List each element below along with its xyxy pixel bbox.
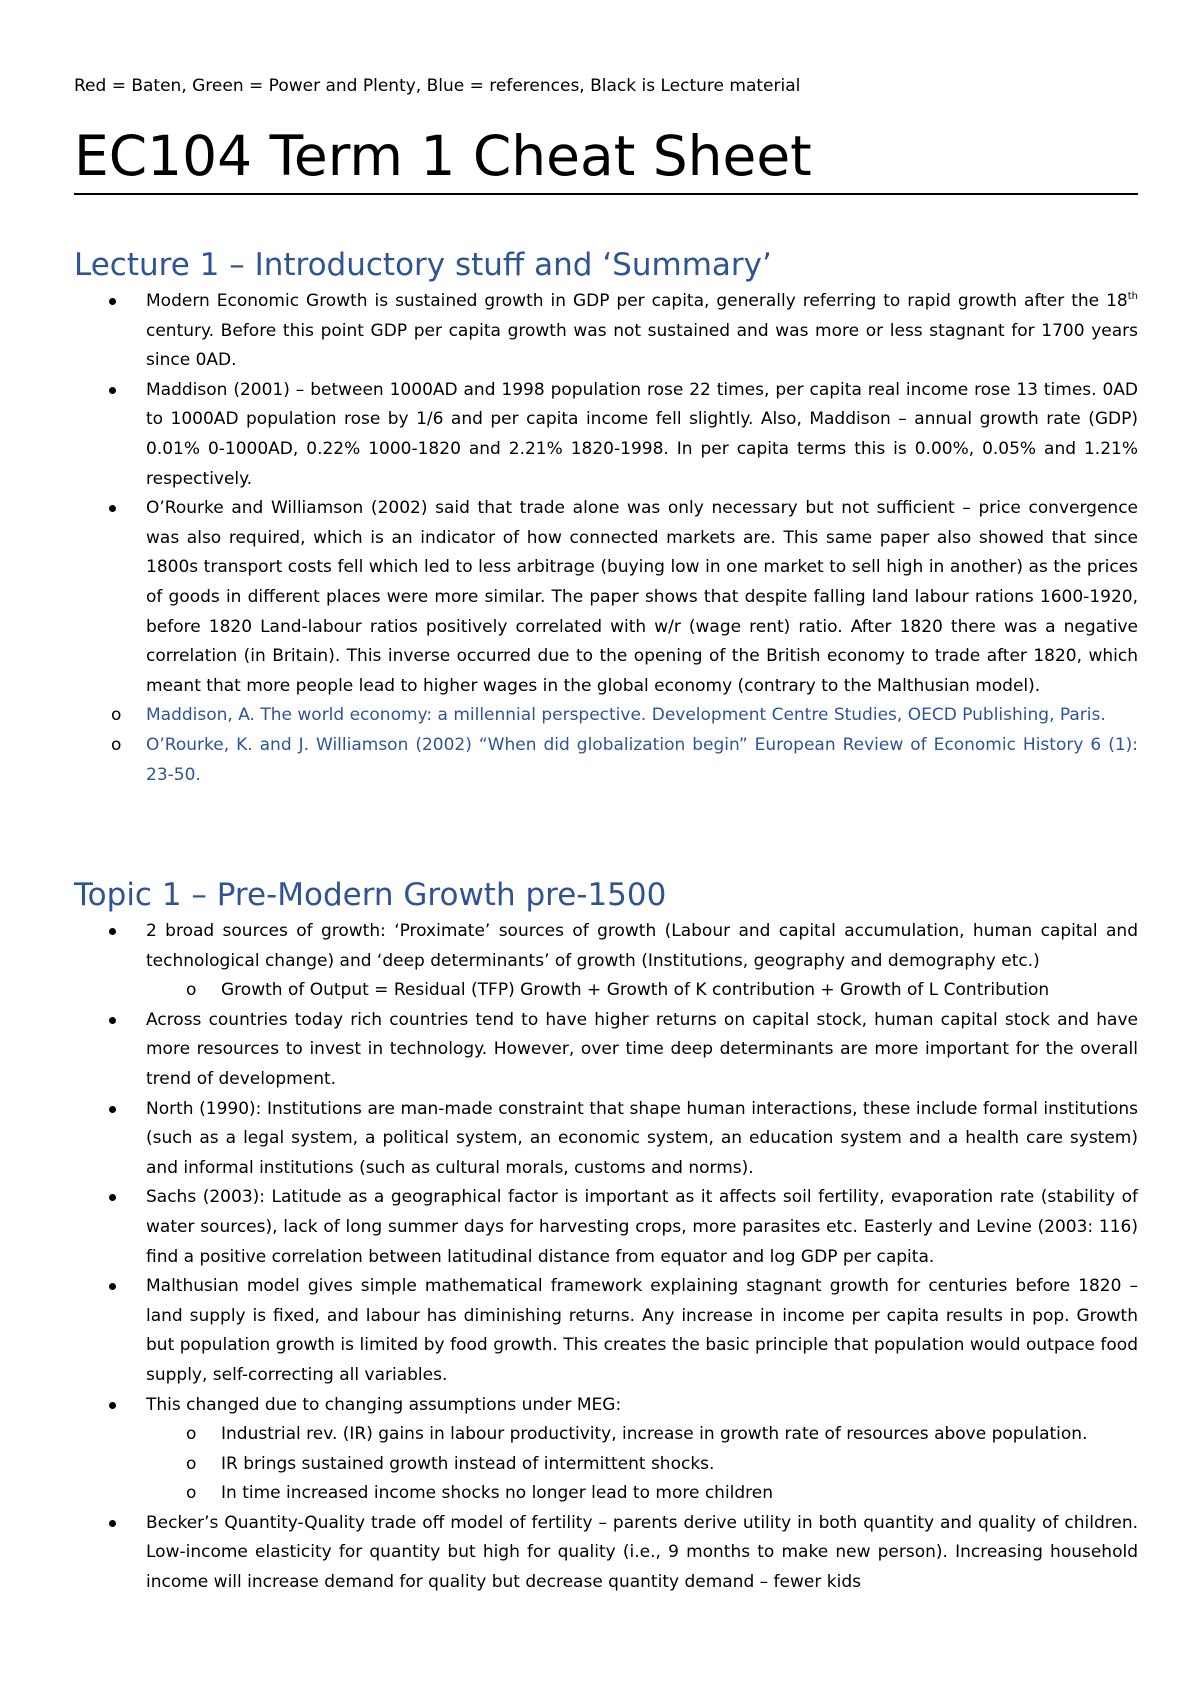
list-item-text: Modern Economic Growth is sustained growth in GDP per capita, generally referring to rapid growth after the 18	[146, 291, 1128, 311]
section-heading: Lecture 1 – Introductory stuff and ‘Summary’	[74, 247, 772, 283]
sub-bullet-list	[74, 976, 1138, 1006]
sub-list-item: o Industrial rev. (IR) gains in labour productivity, increase in growth rate of resources above population.	[74, 1420, 1138, 1450]
page-title: EC104 Term 1 Cheat Sheet	[74, 122, 1138, 195]
list-item-text: This changed due to changing assumptions under MEG:	[146, 1394, 622, 1415]
sub-list-wrapper	[74, 976, 1138, 1006]
reference-item: o O’Rourke, K. and J. Williamson (2002) “When did globalization begin” European Review of Economic History 6 (1): 23-50.	[74, 731, 1138, 790]
list-item	[74, 1391, 1138, 1509]
sub-bullet-list	[74, 1420, 1138, 1509]
section-topic-1	[74, 875, 1138, 1598]
sub-list-wrapper	[74, 1420, 1138, 1509]
list-item-text: 2 broad sources of growth: ‘Proximate’ sources of growth (Labour and capital accumulation, human capital and technological change) and ‘deep determinants’ of growth (Institutions, geography and demography etc.)	[146, 921, 1138, 971]
list-item: Sachs (2003): Latitude as a geographical factor is important as it affects soil fertility, evaporation rate (stability of water sources), lack of long summer days for harvesting crops, more parasites etc. Easterly and Levine (2003: 116) find a positive correlation between latitudinal distance from equator and log GDP per capita.	[74, 1183, 1138, 1272]
list-item: Across countries today rich countries tend to have higher returns on capital stock, human capital stock and have more resources to invest in technology. However, over time deep determinants are more important for the overall trend of development.	[74, 1006, 1138, 1095]
bullet-list	[74, 917, 1138, 1598]
list-item-text: century. Before this point GDP per capita growth was not sustained and was more or less stagnant for 1700 years since 0AD.	[146, 320, 1138, 371]
section-heading: Topic 1 – Pre-Modern Growth pre-1500	[74, 877, 667, 913]
list-item: Becker’s Quantity-Quality trade off model of fertility – parents derive utility in both quantity and quality of children. Low-income elasticity for quantity but high for quality (i.e., 9 months to make new person). Increasing household income will increase demand for quality but decrease quantity demand – fewer kids	[74, 1509, 1138, 1598]
sub-list-item: o Growth of Output = Residual (TFP) Growth + Growth of K contribution + Growth of L Contribution	[74, 976, 1138, 1006]
section-lecture-1	[74, 245, 1138, 790]
color-legend: Red = Baten, Green = Power and Plenty, Blue = references, Black is Lecture material	[74, 76, 801, 96]
list-item	[74, 287, 1138, 376]
list-item: Maddison (2001) – between 1000AD and 1998 population rose 22 times, per capita real income rose 13 times. 0AD to 1000AD population rose by 1/6 and per capita income fell slightly. Also, Maddison – annual growth rate (GDP) 0.01% 0-1000AD, 0.22% 1000-1820 and 2.21% 1820-1998. In per capita terms this is 0.00%, 0.05% and 1.21% respectively.	[74, 376, 1138, 494]
superscript: th	[1127, 291, 1138, 302]
sub-list-item: o In time increased income shocks no longer lead to more children	[74, 1479, 1138, 1509]
bullet-list	[74, 287, 1138, 790]
reference-item: o Maddison, A. The world economy: a millennial perspective. Development Centre Studies, OECD Publishing, Paris.	[74, 701, 1138, 731]
list-item: Malthusian model gives simple mathematical framework explaining stagnant growth for centuries before 1820 – land supply is fixed, and labour has diminishing returns. Any increase in income per capita results in pop. Growth but population growth is limited by food growth. This creates the basic principle that population would outpace food supply, self-correcting all variables.	[74, 1272, 1138, 1390]
list-item: North (1990): Institutions are man-made constraint that shape human interactions, these include formal institutions (such as a legal system, a political system, an economic system, an education system and a health care system) and informal institutions (such as cultural morals, customs and norms).	[74, 1095, 1138, 1184]
sub-list-item: o IR brings sustained growth instead of intermittent shocks.	[74, 1450, 1138, 1480]
list-item: O’Rourke and Williamson (2002) said that trade alone was only necessary but not sufficient – price convergence was also required, which is an indicator of how connected markets are. This same paper also showed that since 1800s transport costs fell which led to less arbitrage (buying low in one market to sell high in another) as the prices of goods in different places were more similar. The paper shows that despite falling land labour rations 1600-1920, before 1820 Land-labour ratios positively correlated with w/r (wage rent) ratio. After 1820 there was a negative correlation (in Britain). This inverse occurred due to the opening of the British economy to trade after 1820, which meant that more people lead to higher wages in the global economy (contrary to the Malthusian model).	[74, 494, 1138, 701]
list-item	[74, 917, 1138, 1006]
